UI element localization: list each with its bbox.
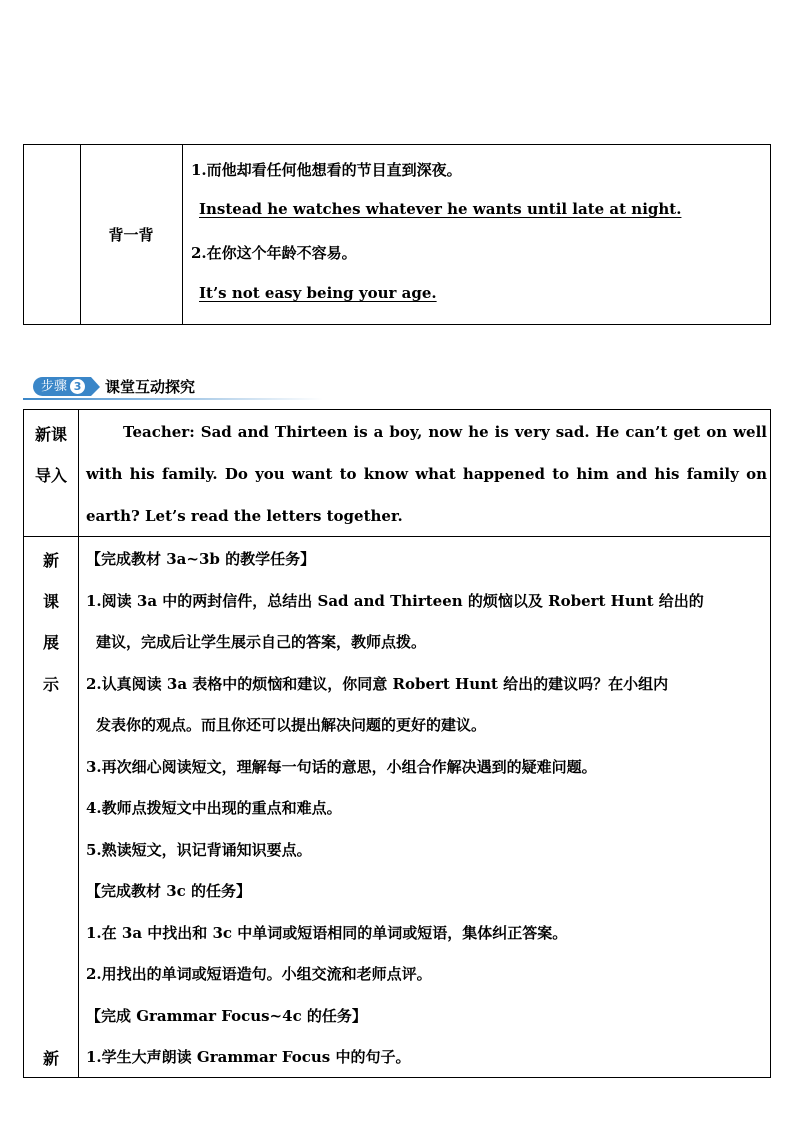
column-divider [78,410,79,1077]
recite-label: 背一背 [80,145,183,324]
recite-item-1-en: Instead he watches whatever he wants until late at night. [199,200,682,218]
intro-label-line1: 新课 [34,425,67,444]
step-title: 课堂互动探究 [105,378,196,396]
show-line-6: 3.再次细心阅读短文，理解每一句话的意思，小组合作解决遇到的疑难问题。 [86,758,597,776]
step-number-badge: 3 [70,379,85,394]
show-line-3: 建议，完成后让学生展示自己的答案，教师点拨。 [96,633,427,651]
show-line-2: 1.阅读 3a 中的两封信件，总结出 Sad and Thirteen 的烦恼以及 Robert Hunt 给出的 [86,592,704,610]
lesson-table [23,409,771,1078]
recite-item-2-en: It’s not easy being your age. [199,284,437,302]
show-label-char-2: 课 [42,592,59,611]
show-line-1: 【完成教材 3a~3b 的教学任务】 [86,550,316,568]
show-line-4: 2.认真阅读 3a 表格中的烦恼和建议，你同意 Robert Hunt 给出的建议吗？在小组内 [86,675,669,693]
show-label-char-3: 展 [42,633,59,652]
banner-underline [23,398,323,400]
intro-text: Teacher: Sad and Thirteen is a boy, now he is very sad. He can’t get on well with his family. Do you want to know what happened to him and his family on earth? Let’s read the letters together. [86,423,767,525]
empty-cell [24,145,81,324]
show-line-12: 【完成 Grammar Focus~4c 的任务】 [86,1007,367,1025]
step-pill [33,377,91,396]
intro-label-line2: 导入 [34,466,67,485]
show-label-char-4: 示 [42,675,59,694]
step-prefix: 步骤 [41,379,68,394]
recite-content [183,145,770,324]
step-banner [33,377,195,396]
recite-item-1-cn: 1.而他却看任何他想看的节目直到深夜。 [191,161,462,179]
next-section-label-char: 新 [42,1049,59,1068]
show-label-char-1: 新 [42,551,59,570]
show-line-10: 1.在 3a 中找出和 3c 中单词或短语相同的单词或短语，集体纠正答案。 [86,924,568,942]
show-line-9: 【完成教材 3c 的任务】 [86,882,252,900]
show-line-8: 5.熟读短文，识记背诵知识要点。 [86,841,312,859]
recite-item-2-cn: 2.在你这个年龄不容易。 [191,244,357,262]
show-line-7: 4.教师点拨短文中出现的重点和难点。 [86,799,342,817]
show-line-13: 1.学生大声朗读 Grammar Focus 中的句子。 [86,1048,411,1066]
recite-table [23,144,771,325]
show-line-5: 发表你的观点。而且你还可以提出解决问题的更好的建议。 [96,716,487,734]
show-line-11: 2.用找出的单词或短语造句。小组交流和老师点评。 [86,965,432,983]
